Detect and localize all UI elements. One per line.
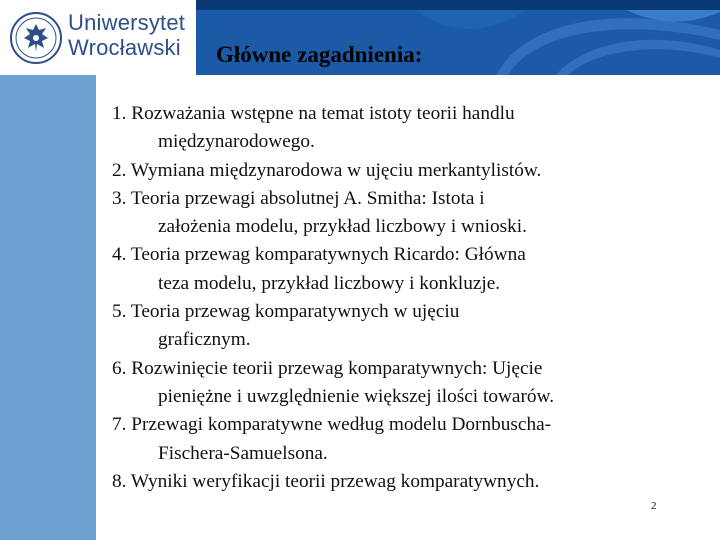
list-item [112,468,712,496]
list-item-line: 4. Teoria przewag komparatywnych Ricardo: Główna [112,244,526,266]
header-dark-strip [196,0,720,10]
university-crest-icon [10,12,62,64]
logo-line-2: Wrocławski [68,35,181,60]
list-item-continuation: pieniężne i uwzględnienie większej ilości towarów. [158,385,555,407]
list-item-line: 3. Teoria przewagi absolutnej A. Smitha: Istota i [112,187,485,209]
topic-list [112,100,712,496]
page-number: 2 [651,500,657,512]
list-item-line: 8. Wyniki weryfikacji teorii przewag komparatywnych. [112,470,540,492]
list-item-continuation: międzynarodowego. [158,131,315,153]
list-item [112,185,712,242]
list-item-continuation: graficznym. [158,329,251,351]
logo-line-1: Uniwersytet [68,10,186,35]
left-decorative-bar [0,75,96,540]
list-item-line: 6. Rozwinięcie teorii przewag komparatywnych: Ujęcie [112,357,543,379]
list-item-line: 5. Teoria przewag komparatywnych w ujęciu [112,301,460,323]
list-item-continuation: Fischera-Samuelsona. [158,442,328,464]
list-item [112,241,712,298]
list-item [112,100,712,157]
list-item-continuation: założenia modelu, przykład liczbowy i wnioski. [158,216,527,238]
logo-text [68,10,185,60]
list-item-continuation: teza modelu, przykład liczbowy i konkluzje. [158,272,501,294]
list-item-line: 7. Przewagi komparatywne według modelu Dornbuscha- [112,414,552,436]
list-item [112,411,712,468]
slide-title: Główne zagadnienia: [216,42,423,67]
list-item [112,157,712,185]
list-item [112,355,712,412]
list-item-line: 1. Rozważania wstępne na temat istoty teorii handlu [112,103,515,124]
list-item-line: 2. Wymiana międzynarodowa w ujęciu merkantylistów. [112,159,542,181]
university-logo[interactable] [0,0,196,75]
list-item [112,298,712,355]
